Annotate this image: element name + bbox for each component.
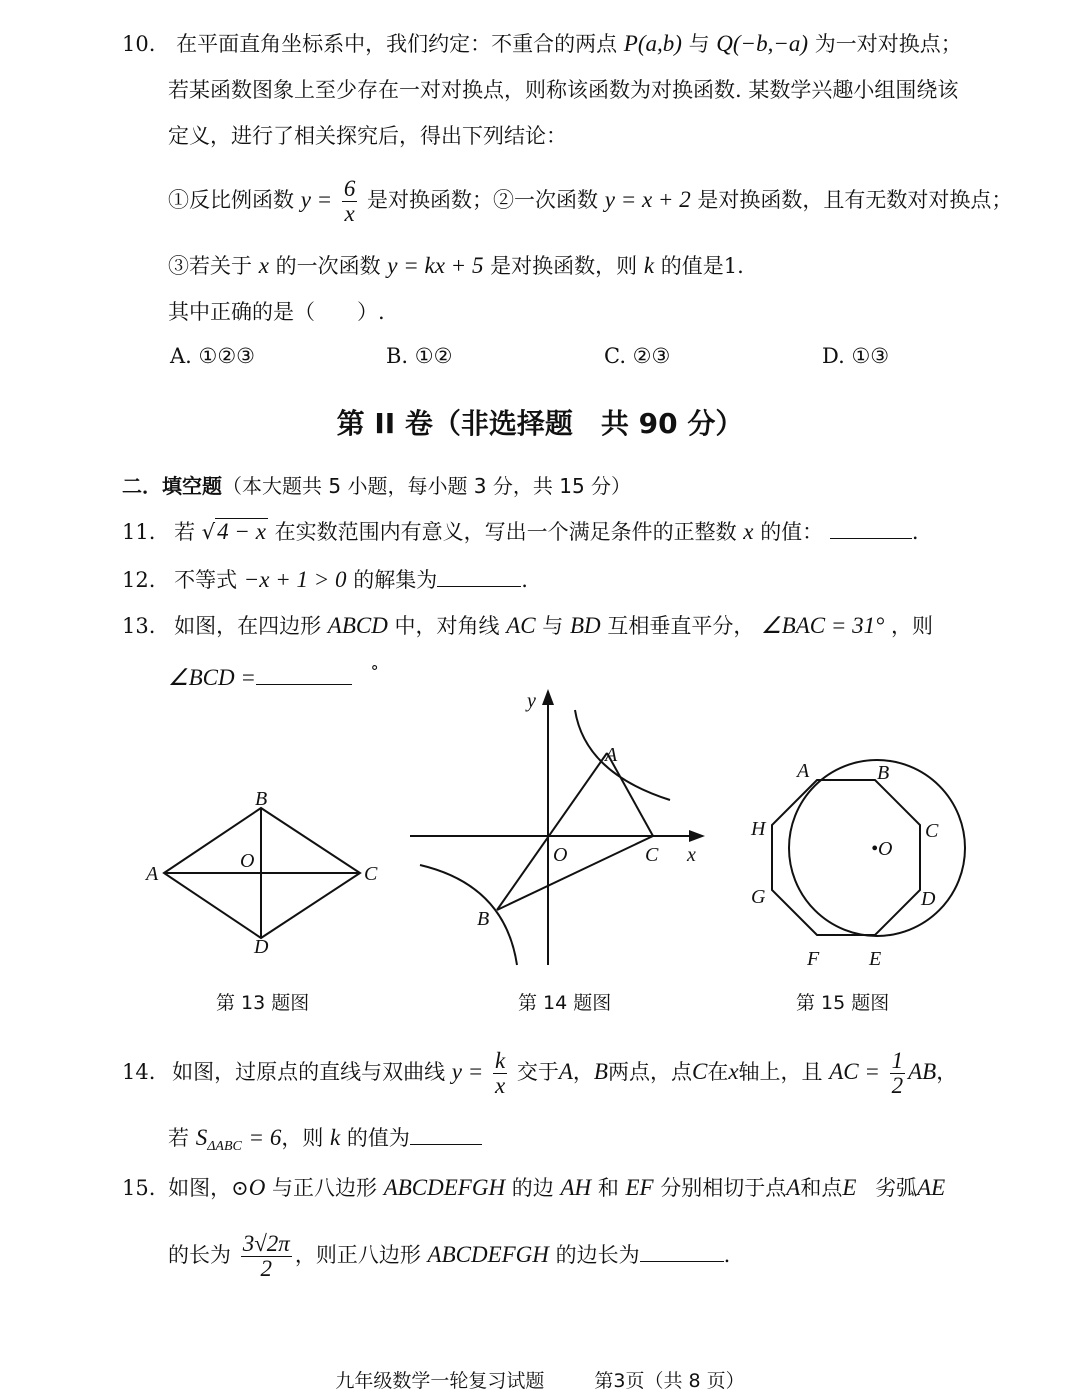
hyperbola-branch-lower (420, 865, 517, 965)
q10-option-a: A. ①②③ (170, 344, 255, 368)
fraction-k-over-x: $\frac{k}{x}$ (494, 1047, 506, 1098)
q10-line3: 定义，进行了相关探究后，得出下列结论： (168, 124, 567, 148)
q13-line2: ∠BCD = ° (168, 662, 379, 690)
label-g: G (751, 886, 766, 908)
label-h: H (751, 818, 766, 840)
label-a: A (605, 744, 618, 766)
hyperbola-branch-upper (575, 710, 670, 800)
q10-prompt: 其中正确的是（ ）. (168, 300, 385, 324)
y-axis-arrow-icon (542, 689, 554, 705)
answer-blank[interactable] (830, 520, 912, 539)
q12: 12. 不等式 −x + 1 > 0 的解集为 . (122, 567, 528, 592)
q10-statement-3: ③若关于 x 的一次函数 y = kx + 5 是对换函数，则 k 的值是1. (168, 253, 744, 278)
caption-figure-13: 第 13 题图 (216, 992, 310, 1014)
figure-15 (745, 755, 975, 980)
q15-line2: 的长为 $\frac{3√2\pi}{2}$ ，则正八边形 ABCDEFGH 的边长为 . (168, 1230, 731, 1281)
regular-octagon (772, 780, 920, 935)
label-b: B (877, 762, 890, 784)
label-f: F (807, 948, 820, 970)
answer-blank[interactable] (410, 1126, 482, 1145)
q10-option-c: C. ②③ (604, 344, 671, 368)
q10-line1: 10. 在平面直角坐标系中，我们约定：不重合的两点 P(a,b) 与 Q(−b,−a) 为一对对换点； (122, 31, 962, 56)
x-axis-arrow-icon (689, 830, 705, 842)
label-b: B (477, 908, 490, 930)
q11: 11. 若 √4 − x 在实数范围内有意义，写出一个满足条件的正整数 x 的值： . (122, 519, 919, 544)
fraction-6-over-x: $\frac{6}{x}$ (343, 175, 356, 226)
sqrt-symbol: √ (201, 520, 216, 544)
answer-blank[interactable] (437, 568, 521, 587)
fraction-one-half: $\frac{1}{2}$ (891, 1047, 904, 1098)
label-d: D (921, 888, 936, 910)
q13-line1: 13. 如图，在四边形 ABCD 中，对角线 AC 与 BD 互相垂直平分， ∠BAC = 31° ，则 (122, 613, 933, 638)
label-c: C (364, 863, 378, 885)
q14-line2: 若 $S_{\Delta ABC} = 6$，则 k 的值为 (168, 1124, 482, 1161)
section2-header: 二．填空题（本大题共 5 小题，每小题 3 分，共 15 分） (122, 474, 632, 498)
label-c: C (925, 820, 939, 842)
page-footer (0, 1366, 1080, 1393)
footer-title: 九年级数学一轮复习试题 (335, 1370, 545, 1392)
fraction-3root2pi-over-2: $\frac{3√2\pi}{2}$ (242, 1230, 290, 1281)
label-b: B (255, 788, 268, 810)
part2-title: 第 II 卷（非选择题 共 90 分） (336, 407, 744, 440)
label-x: x (687, 844, 696, 866)
figure-13 (140, 785, 390, 960)
caption-figure-14: 第 14 题图 (518, 992, 612, 1014)
q10-number: 10. (122, 32, 156, 56)
label-o-center: •O (871, 838, 893, 860)
caption-figure-15: 第 15 题图 (796, 992, 890, 1014)
label-y: y (527, 690, 536, 712)
q15-line1: 15. 如图，⊙O 与正八边形 ABCDEFGH 的边 AH 和 EF 分别相切于点A和点E 劣弧AE (122, 1175, 946, 1200)
figure-14 (405, 685, 715, 970)
q10-option-b: B. ①② (386, 344, 453, 368)
label-c: C (645, 844, 659, 866)
segment-bc (497, 836, 653, 910)
answer-blank[interactable] (640, 1243, 724, 1262)
q10-option-d: D. ①③ (822, 344, 890, 368)
line-ab (497, 753, 607, 910)
label-a: A (797, 760, 810, 782)
label-d: D (254, 936, 269, 958)
q10-line2: 若某函数图象上至少存在一对对换点，则称该函数为对换函数. 某数学兴趣小组围绕该 (168, 78, 959, 102)
label-e: E (869, 948, 882, 970)
answer-blank[interactable] (256, 666, 352, 685)
q10-statement-1-2: ①反比例函数 y = $\frac{6}{x}$ 是对换函数；②一次函数 y = x + 2 是对换函数，且有无数对对换点； (168, 175, 1013, 226)
label-a: A (146, 863, 159, 885)
label-o: O (553, 844, 568, 866)
footer-page-number: 第3页（共 8 页） (594, 1370, 745, 1392)
label-o: O (240, 850, 255, 872)
q14-line1: 14. 如图，过原点的直线与双曲线 y = $\frac{k}{x}$ 交于A，B两点，点C在x轴上，且 AC = $\frac{1}{2}$ AB， (122, 1047, 958, 1098)
